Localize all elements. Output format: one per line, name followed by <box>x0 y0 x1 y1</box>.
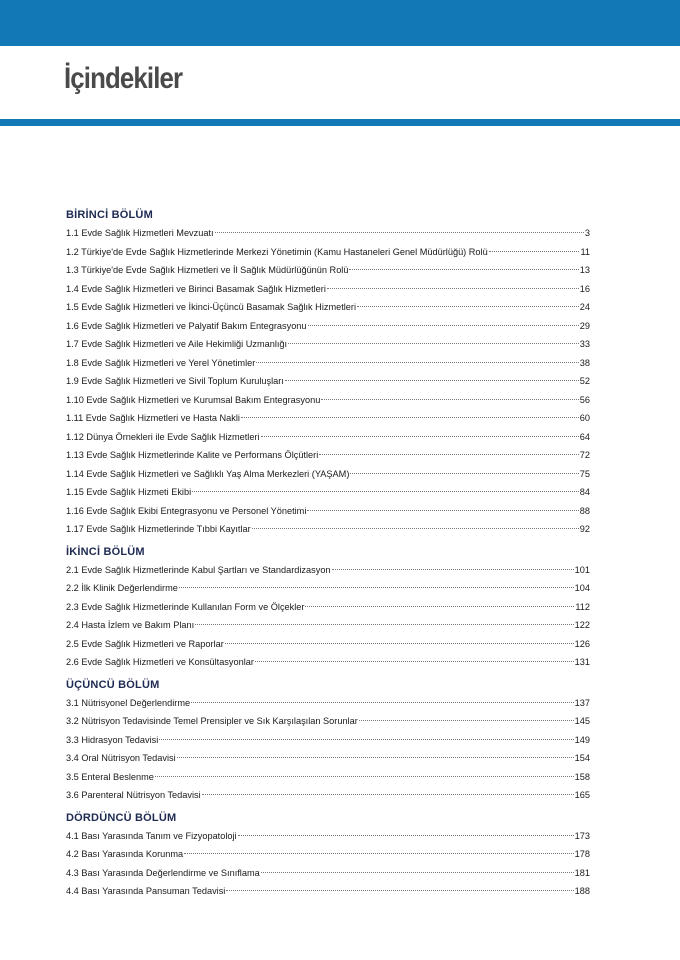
toc-entry-title: 2.3 Evde Sağlık Hizmetlerinde Kullanılan Form ve Ölçekler <box>66 601 305 612</box>
toc-entry[interactable] <box>66 749 590 768</box>
toc-entry-page-number: 165 <box>574 790 590 800</box>
toc-entry[interactable] <box>66 731 590 750</box>
dot-leader <box>184 853 574 854</box>
toc-entry-page-number: 72 <box>579 450 590 460</box>
toc-entry[interactable] <box>66 579 590 598</box>
toc-entry-page-number: 112 <box>575 601 590 612</box>
toc-entry-page-number: 13 <box>579 265 590 275</box>
dot-leader <box>305 606 574 607</box>
toc-entry-title: 1.16 Evde Sağlık Ekibi Entegrasyonu ve Personel Yönetimi <box>66 505 307 516</box>
dot-leader <box>350 473 578 474</box>
toc-entry-page-number: 29 <box>579 320 590 331</box>
toc-entry[interactable] <box>66 261 590 280</box>
toc-entry-title: 1.11 Evde Sağlık Hizmetleri ve Hasta Nakli <box>66 413 240 423</box>
top-color-band <box>0 0 680 46</box>
toc-entry-title: 1.13 Evde Sağlık Hizmetlerinde Kalite ve Performans Ölçütleri <box>66 450 319 460</box>
dot-leader <box>155 776 574 777</box>
toc-entry-title: 3.6 Parenteral Nütrisyon Tedavisi <box>66 790 201 800</box>
toc-section <box>66 207 590 539</box>
toc-entry[interactable] <box>66 298 590 317</box>
dot-leader <box>349 269 578 270</box>
dot-leader <box>191 702 574 703</box>
dot-leader <box>256 362 578 363</box>
toc-entry-page-number: 38 <box>579 357 590 368</box>
dot-leader <box>307 510 578 511</box>
toc-entry[interactable] <box>66 483 590 502</box>
toc-entry[interactable] <box>66 882 590 901</box>
toc-entry-page-number: 158 <box>574 771 590 782</box>
dot-leader <box>357 306 579 307</box>
toc-entry-page-number: 101 <box>574 564 590 575</box>
dot-leader <box>252 528 579 529</box>
toc-entry[interactable] <box>66 317 590 336</box>
toc-entry-title: 2.5 Evde Sağlık Hizmetleri ve Raporlar <box>66 638 224 649</box>
dot-leader <box>238 835 574 836</box>
toc-entry[interactable] <box>66 864 590 883</box>
toc-entry-page-number: 64 <box>579 431 590 442</box>
toc-entry-page-number: 178 <box>574 849 590 859</box>
section-heading: İKİNCİ BÖLÜM <box>66 545 145 558</box>
section-heading: DÖRDÜNCÜ BÖLÜM <box>66 811 177 824</box>
title-divider <box>0 119 680 126</box>
toc-entry-page-number: 52 <box>579 376 590 386</box>
toc-entry-title: 1.9 Evde Sağlık Hizmetleri ve Sivil Toplum Kuruluşları <box>66 376 284 386</box>
toc-entry[interactable] <box>66 465 590 484</box>
dot-leader <box>288 343 579 344</box>
toc-entry-title: 1.14 Evde Sağlık Hizmetleri ve Sağlıklı Yaş Alma Merkezleri (YAŞAM) <box>66 468 350 479</box>
page-title: İçindekiler <box>64 62 183 95</box>
toc-entry[interactable] <box>66 409 590 428</box>
toc-entry[interactable] <box>66 827 590 846</box>
dot-leader <box>215 232 584 233</box>
toc-entry[interactable] <box>66 372 590 391</box>
toc-entry-title: 1.5 Evde Sağlık Hizmetleri ve İkinci-Üçüncü Basamak Sağlık Hizmetleri <box>66 302 357 312</box>
dot-leader <box>327 288 579 289</box>
toc-entry-title: 3.5 Enteral Beslenme <box>66 771 154 782</box>
toc-entry[interactable] <box>66 845 590 864</box>
toc-entry-title: 1.15 Evde Sağlık Hizmeti Ekibi <box>66 487 192 497</box>
toc-entry-page-number: 16 <box>579 283 590 294</box>
toc-entry[interactable] <box>66 428 590 447</box>
toc-entry-title: 3.3 Hidrasyon Tedavisi <box>66 734 159 745</box>
toc-entry-page-number: 60 <box>579 413 590 423</box>
toc-entry-page-number: 104 <box>574 583 590 593</box>
toc-entry-page-number: 131 <box>574 657 590 667</box>
toc-section <box>66 810 590 901</box>
toc-entry-page-number: 137 <box>574 697 590 708</box>
dot-leader <box>202 794 574 795</box>
dot-leader <box>359 720 574 721</box>
toc-entry-title: 2.2 İlk Klinik Değerlendirme <box>66 583 178 593</box>
toc-entry[interactable] <box>66 354 590 373</box>
toc-entry-page-number: 75 <box>579 468 590 479</box>
dot-leader <box>225 643 574 644</box>
toc-entry-title: 1.2 Türkiye'de Evde Sağlık Hizmetlerinde Merkezi Yönetimin (Kamu Hastaneleri Genel Müdürlüğü) Rolü <box>66 246 488 257</box>
toc-entry-page-number: 3 <box>584 228 590 238</box>
toc-entry[interactable] <box>66 280 590 299</box>
section-heading: ÜÇÜNCÜ BÖLÜM <box>66 678 160 691</box>
toc-entry-title: 3.4 Oral Nütrisyon Tedavisi <box>66 753 176 763</box>
dot-leader <box>159 739 573 740</box>
toc-entry-title: 4.1 Bası Yarasında Tanım ve Fizyopatoloji <box>66 830 237 841</box>
dot-leader <box>241 417 579 418</box>
toc-entry[interactable] <box>66 786 590 805</box>
toc-entry-page-number: 88 <box>579 505 590 516</box>
dot-leader <box>192 491 579 492</box>
toc-entry-title: 2.6 Evde Sağlık Hizmetleri ve Konsültasyonlar <box>66 657 254 667</box>
toc-entry-page-number: 92 <box>579 524 590 534</box>
toc-entry-title: 3.2 Nütrisyon Tedavisinde Temel Prensipler ve Sık Karşılaşılan Sorunlar <box>66 716 358 726</box>
toc-entry-title: 1.12 Dünya Örnekleri ile Evde Sağlık Hizmetleri <box>66 431 260 442</box>
dot-leader <box>261 436 579 437</box>
section-heading: BİRİNCİ BÖLÜM <box>66 209 153 221</box>
toc-entry[interactable] <box>66 712 590 731</box>
dot-leader <box>179 587 574 588</box>
toc-entry-page-number: 11 <box>580 246 590 257</box>
dot-leader <box>261 872 574 873</box>
toc-section <box>66 544 590 672</box>
dot-leader <box>177 757 574 758</box>
toc-entry-page-number: 122 <box>574 620 590 630</box>
toc-section <box>66 677 590 805</box>
toc-entry[interactable] <box>66 616 590 635</box>
toc-entry[interactable] <box>66 335 590 354</box>
toc-entry-page-number: 33 <box>579 339 590 349</box>
toc-entry-title: 4.4 Bası Yarasında Pansuman Tedavisi <box>66 886 226 896</box>
toc-entry-page-number: 173 <box>574 830 590 841</box>
dot-leader <box>321 399 578 400</box>
dot-leader <box>489 251 580 252</box>
toc-entry-title: 1.10 Evde Sağlık Hizmetleri ve Kurumsal Bakım Entegrasyonu <box>66 394 321 405</box>
dot-leader <box>308 325 579 326</box>
toc-entry-page-number: 154 <box>574 753 590 763</box>
toc-entry-title: 1.1 Evde Sağlık Hizmetleri Mevzuatı <box>66 228 214 238</box>
toc-entry-title: 3.1 Nütrisyonel Değerlendirme <box>66 697 191 708</box>
toc-entry[interactable] <box>66 768 590 787</box>
toc-entry-title: 1.3 Türkiye'de Evde Sağlık Hizmetleri ve İl Sağlık Müdürlüğünün Rolü <box>66 265 349 275</box>
table-of-contents <box>66 206 590 906</box>
toc-entry[interactable] <box>66 635 590 654</box>
toc-entry[interactable] <box>66 224 590 243</box>
toc-entry-title: 2.1 Evde Sağlık Hizmetlerinde Kabul Şartları ve Standardizasyon <box>66 564 331 575</box>
toc-entry-page-number: 181 <box>574 867 590 878</box>
toc-entry[interactable] <box>66 391 590 410</box>
toc-entry-page-number: 56 <box>579 394 590 405</box>
dot-leader <box>255 661 574 662</box>
toc-entry[interactable] <box>66 243 590 262</box>
toc-entry-title: 1.4 Evde Sağlık Hizmetleri ve Birinci Basamak Sağlık Hizmetleri <box>66 283 326 294</box>
toc-entry[interactable] <box>66 520 590 539</box>
toc-entry-page-number: 84 <box>579 487 590 497</box>
toc-entry-title: 1.7 Evde Sağlık Hizmetleri ve Aile Hekimliği Uzmanlığı <box>66 339 288 349</box>
dot-leader <box>332 569 574 570</box>
toc-entry-title: 1.17 Evde Sağlık Hizmetlerinde Tıbbi Kayıtlar <box>66 524 251 534</box>
toc-entry[interactable] <box>66 502 590 521</box>
toc-entry-page-number: 149 <box>574 734 590 745</box>
toc-entry[interactable] <box>66 598 590 617</box>
toc-entry[interactable] <box>66 446 590 465</box>
toc-entry-page-number: 126 <box>574 638 590 649</box>
toc-entry-title: 4.2 Bası Yarasında Korunma <box>66 849 184 859</box>
dot-leader <box>195 624 573 625</box>
toc-entry-page-number: 145 <box>574 716 590 726</box>
toc-entry[interactable] <box>66 694 590 713</box>
dot-leader <box>319 454 579 455</box>
dot-leader <box>285 380 579 381</box>
toc-entry-page-number: 24 <box>579 302 590 312</box>
toc-entry-title: 4.3 Bası Yarasında Değerlendirme ve Sınıflama <box>66 867 260 878</box>
toc-entry-title: 2.4 Hasta İzlem ve Bakım Planı <box>66 620 195 630</box>
toc-entry-title: 1.8 Evde Sağlık Hizmetleri ve Yerel Yönetimler <box>66 357 256 368</box>
toc-entry-page-number: 188 <box>574 886 590 896</box>
dot-leader <box>226 890 573 891</box>
toc-entry[interactable] <box>66 653 590 672</box>
toc-entry-title: 1.6 Evde Sağlık Hizmetleri ve Palyatif Bakım Entegrasyonu <box>66 320 307 331</box>
toc-entry[interactable] <box>66 561 590 580</box>
